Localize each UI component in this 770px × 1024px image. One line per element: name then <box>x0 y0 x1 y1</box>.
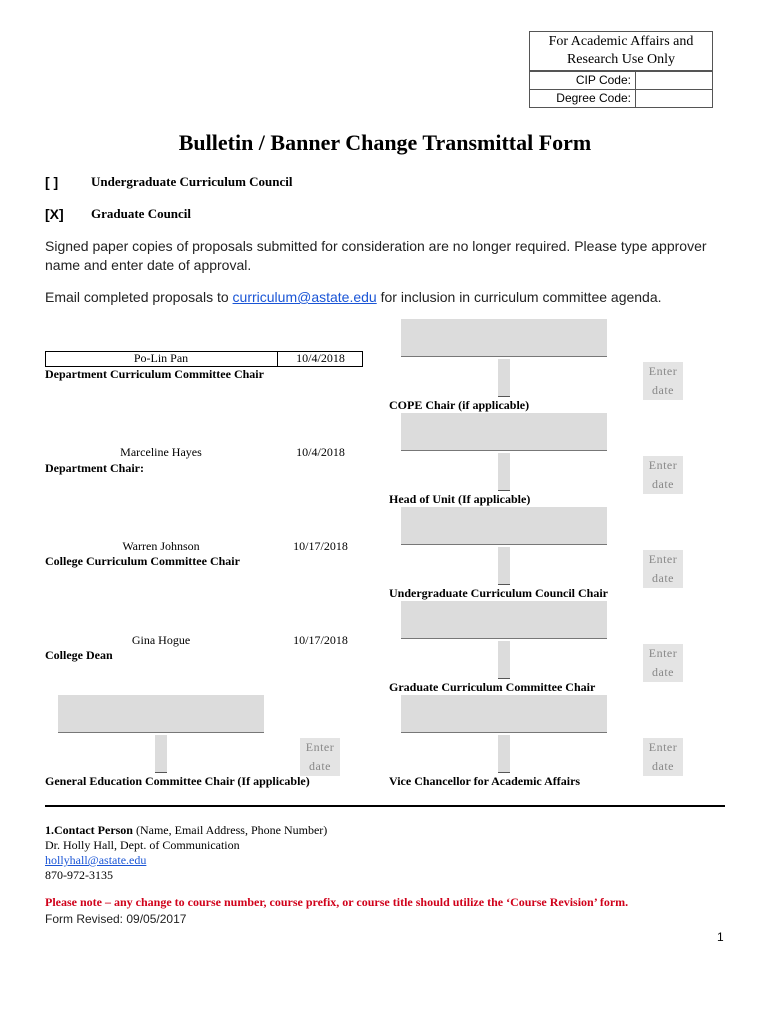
enter-date-line1: Enter <box>300 738 340 757</box>
enter-date-field[interactable] <box>300 738 340 776</box>
degree-code-row <box>530 89 712 107</box>
enter-date-line1: Enter <box>643 550 683 569</box>
signature-field[interactable] <box>498 359 510 397</box>
approval-date[interactable]: 10/4/2018 <box>296 445 345 459</box>
enter-date-field[interactable] <box>643 644 683 682</box>
approval-date[interactable]: 10/17/2018 <box>293 539 348 553</box>
signature-title: Head of Unit (If applicable) <box>389 492 531 506</box>
council-checkbox[interactable]: [ ] <box>45 174 59 190</box>
signature-field[interactable] <box>498 735 510 773</box>
contact-email-link[interactable]: hollyhall@astate.edu <box>45 853 147 867</box>
council-option-undergraduate[interactable] <box>45 174 293 190</box>
approver-name[interactable]: Warren Johnson <box>122 539 200 553</box>
signature-field[interactable] <box>498 453 510 491</box>
approver-name-field[interactable] <box>401 413 607 451</box>
signature-field[interactable] <box>155 735 167 773</box>
approver-name-field[interactable] <box>401 507 607 545</box>
approver-name[interactable]: Marceline Hayes <box>120 445 202 459</box>
enter-date-line1: Enter <box>643 644 683 663</box>
signature-title: COPE Chair (if applicable) <box>389 398 530 412</box>
contact-heading <box>45 823 327 838</box>
enter-date-field[interactable] <box>643 550 683 588</box>
enter-date-line2: date <box>643 475 683 494</box>
cip-code-label: CIP Code: <box>530 72 636 89</box>
enter-date-field[interactable] <box>643 738 683 776</box>
degree-code-field[interactable] <box>636 90 712 107</box>
contact-label: 1.Contact Person <box>45 823 133 837</box>
council-label: Graduate Council <box>91 206 192 221</box>
enter-date-line1: Enter <box>643 362 683 381</box>
council-checkbox[interactable]: [X] <box>45 206 64 222</box>
signature-field[interactable] <box>498 641 510 679</box>
enter-date-line1: Enter <box>643 738 683 757</box>
contact-person-section <box>45 823 327 883</box>
enter-date-line2: date <box>643 663 683 682</box>
approver-name-field[interactable] <box>401 319 607 357</box>
section-divider <box>45 805 725 807</box>
enter-date-line2: date <box>643 757 683 776</box>
council-option-graduate[interactable] <box>45 206 191 222</box>
enter-date-field[interactable] <box>643 456 683 494</box>
academic-use-box <box>529 31 713 108</box>
approver-name[interactable]: Gina Hogue <box>131 633 191 647</box>
signature-title: Vice Chancellor for Academic Affairs <box>389 774 581 788</box>
enter-date-field[interactable] <box>643 362 683 400</box>
enter-date-line2: date <box>643 381 683 400</box>
signature-title: Department Chair: <box>45 461 144 475</box>
contact-phone[interactable]: 870-972-3135 <box>45 868 113 882</box>
enter-date-line2: date <box>300 757 340 776</box>
cip-code-row <box>530 71 712 89</box>
cip-code-field[interactable] <box>636 72 712 89</box>
signature-title: General Education Committee Chair (If applicable) <box>45 774 310 788</box>
curriculum-email-link[interactable]: curriculum@astate.edu <box>232 289 377 305</box>
enter-date-line2: date <box>643 569 683 588</box>
approver-name[interactable]: Po-Lin Pan <box>133 351 189 365</box>
course-revision-note: Please note – any change to course number, course prefix, or course title should utilize the ‘Course Revision’ form. <box>45 895 629 909</box>
signature-title: Graduate Curriculum Committee Chair <box>389 680 596 694</box>
email-prefix: Email completed proposals to <box>45 289 233 305</box>
signature-title: Undergraduate Curriculum Council Chair <box>389 586 608 600</box>
instructions-text: Signed paper copies of proposals submitted for consideration are no longer required. Please type approver name and enter date of approval. <box>45 238 707 273</box>
form-revised-date: Form Revised: 09/05/2017 <box>45 912 187 926</box>
page-number: 1 <box>717 930 724 944</box>
contact-name[interactable]: Dr. Holly Hall, Dept. of Communication <box>45 838 240 852</box>
form-title: Bulletin / Banner Change Transmittal Form <box>178 130 592 155</box>
use-box-title: For Academic Affairs and Research Use Only <box>530 32 712 71</box>
email-suffix: for inclusion in curriculum committee agenda. <box>376 289 662 305</box>
approver-name-field[interactable] <box>401 695 607 733</box>
approval-date[interactable]: 10/17/2018 <box>293 633 348 647</box>
email-instructions <box>45 288 715 307</box>
signature-field[interactable] <box>498 547 510 585</box>
enter-date-line1: Enter <box>643 456 683 475</box>
approver-name-field[interactable] <box>58 695 264 733</box>
contact-detail: (Name, Email Address, Phone Number) <box>132 823 328 837</box>
degree-code-label: Degree Code: <box>530 90 636 107</box>
approver-name-field[interactable] <box>401 601 607 639</box>
signature-title: College Curriculum Committee Chair <box>45 554 240 568</box>
council-label: Undergraduate Curriculum Council <box>91 174 293 189</box>
approval-date[interactable]: 10/4/2018 <box>296 351 345 365</box>
signature-title: Department Curriculum Committee Chair <box>45 367 264 381</box>
signature-title: College Dean <box>45 648 113 662</box>
